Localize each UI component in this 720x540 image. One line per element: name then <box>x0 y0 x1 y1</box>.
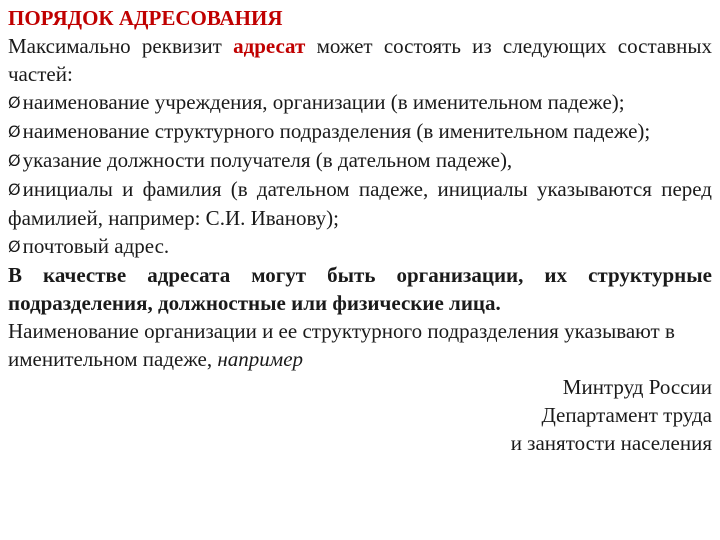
bullet-item <box>8 232 712 261</box>
intro-text-after: может состоять из следующих составных частей: <box>8 34 712 86</box>
example-line: и занятости населения <box>510 431 712 455</box>
bullet-text: инициалы и фамилия (в дательном падеже, инициалы указываются перед фамилией, например: С.И. Иванову); <box>8 177 712 230</box>
note-text: Наименование организации и ее структурного подразделения указывают в именительном падеже, <box>8 319 675 371</box>
arrow-bullet-icon: Ø <box>8 93 21 112</box>
bullet-text: наименование учреждения, организации (в именительном падеже); <box>22 90 625 114</box>
bullet-item <box>8 175 712 232</box>
intro-paragraph <box>8 32 712 88</box>
arrow-bullet-icon: Ø <box>8 180 21 199</box>
bullet-item <box>8 146 712 175</box>
arrow-bullet-icon: Ø <box>8 122 21 141</box>
bullet-text: наименование структурного подразделения (в именительном падеже); <box>22 119 651 143</box>
bullet-item <box>8 88 712 117</box>
note-italic: например <box>217 347 304 371</box>
example-line: Минтруд России <box>562 375 712 399</box>
bullet-item <box>8 117 712 146</box>
bullet-text: почтовый адрес. <box>22 234 170 258</box>
example-line: Департамент труда <box>541 403 712 427</box>
arrow-bullet-icon: Ø <box>8 237 21 256</box>
intro-text-before: Максимально реквизит <box>8 34 234 58</box>
bullet-text: указание должности получателя (в дательном падеже), <box>22 148 513 172</box>
example-address <box>8 373 712 457</box>
note-paragraph <box>8 317 712 373</box>
arrow-bullet-icon: Ø <box>8 151 21 170</box>
intro-accent-term: адресат <box>233 34 306 58</box>
bold-paragraph: В качестве адресата могут быть организации, их структурные подразделения, должностные или физические лица. <box>8 263 712 315</box>
page-title: ПОРЯДОК АДРЕСОВАНИЯ <box>8 6 283 30</box>
